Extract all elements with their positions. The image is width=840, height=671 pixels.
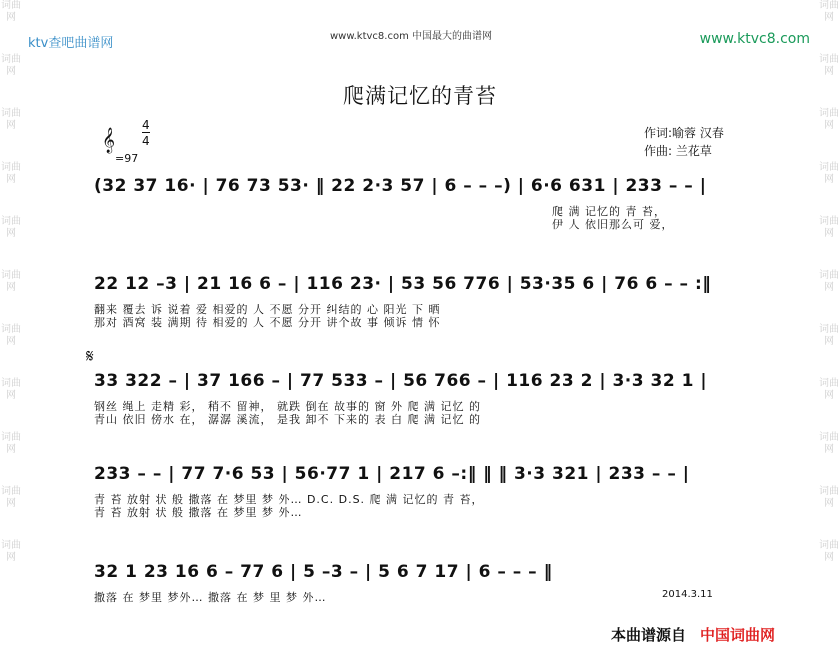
lyric-line-1: 钢丝 绳上 走精 彩， 稍不 留神， 就跌 倒在 故事的 窗 外 爬 满 记忆 的 — [94, 400, 481, 413]
score-date: 2014.3.11 — [662, 589, 713, 600]
source-credit — [611, 624, 775, 645]
lyric-line-2: 青 苔 放射 状 般 撒落 在 梦里 梦 外… — [94, 506, 303, 519]
time-signature-top: 4 — [142, 118, 150, 132]
notation-line: 32 1 23 16 6 – 77 6 | 5 –3 – | 5 6 7 17 | 6 – – – ‖ — [94, 562, 553, 582]
lyric-line-2: 那对 酒窝 装 满期 待 相爱的 人 不愿 分开 讲个故 事 倾诉 情 怀 — [94, 316, 441, 329]
lyric-line-1: 翻来 覆去 诉 说着 爱 相爱的 人 不愿 分开 纠结的 心 阳光 下 晒 — [94, 303, 441, 316]
lyric-line-1: 青 苔 放射 状 般 撒落 在 梦里 梦 外… D.C. D.S. 爬 满 记忆的 青 苔， — [94, 493, 484, 506]
lyricist: 作词:喻蓉 汉春 — [644, 126, 724, 140]
notation-line: 22 12 –3 | 21 16 6 – | 116 23· | 53 56 776 | 53·35 6 | 76 6 – – :‖ — [94, 274, 712, 294]
header-site-name: ktv查吧曲谱网 — [28, 36, 114, 51]
lyric-line-1: 撒落 在 梦里 梦外… 撒落 在 梦 里 梦 外… — [94, 591, 327, 604]
header-site-url: www.ktvc8.com — [699, 31, 810, 47]
notation-line: (32 37 16· | 76 73 53· ‖ 22 2·3 57 | 6 – – –) | 6·6 631 | 233 – – | — [94, 176, 707, 196]
header-center-text: www.ktvc8.com 中国最大的曲谱网 — [330, 31, 493, 42]
lyric-line-2: 青山 依旧 傍水 在， 潺潺 溪流， 是我 卸不 下来的 表 白 爬 满 记忆 的 — [94, 413, 481, 426]
time-signature-bottom: 4 — [142, 134, 150, 148]
notation-line: 33 322 – | 37 166 – | 77 533 – | 56 766 – | 116 23 2 | 3·3 32 1 | — [94, 371, 708, 391]
credits — [644, 124, 724, 160]
song-title: 爬满记忆的青苔 — [343, 84, 497, 108]
score-meta — [95, 118, 155, 168]
lyric-line-2: 伊 人 依旧那么可 爱， — [552, 218, 674, 231]
side-watermark-right: 词曲网 词曲网 词曲网 词曲网 词曲网 词曲网 词曲网 词曲网 词曲网 词曲网 词曲网 — [819, 0, 839, 563]
side-watermark-left: 词曲网 词曲网 词曲网 词曲网 词曲网 词曲网 词曲网 词曲网 词曲网 词曲网 词曲网 — [1, 0, 21, 563]
segno-icon: 𝄋 — [86, 346, 94, 367]
notation-line: 233 – – | 77 7·6 53 | 56·77 1 | 217 6 –:‖ ‖ ‖ 3·3 321 | 233 – – | — [94, 464, 690, 484]
source-site: 中国词曲网 — [700, 626, 776, 644]
treble-clef-icon: 𝄞 — [102, 128, 116, 153]
composer: 作曲: 兰花草 — [644, 144, 712, 158]
source-label: 本曲谱源自 — [611, 626, 687, 644]
lyric-line-1: 爬 满 记忆的 青 苔， — [552, 205, 666, 218]
tempo-marking: =97 — [115, 152, 139, 165]
